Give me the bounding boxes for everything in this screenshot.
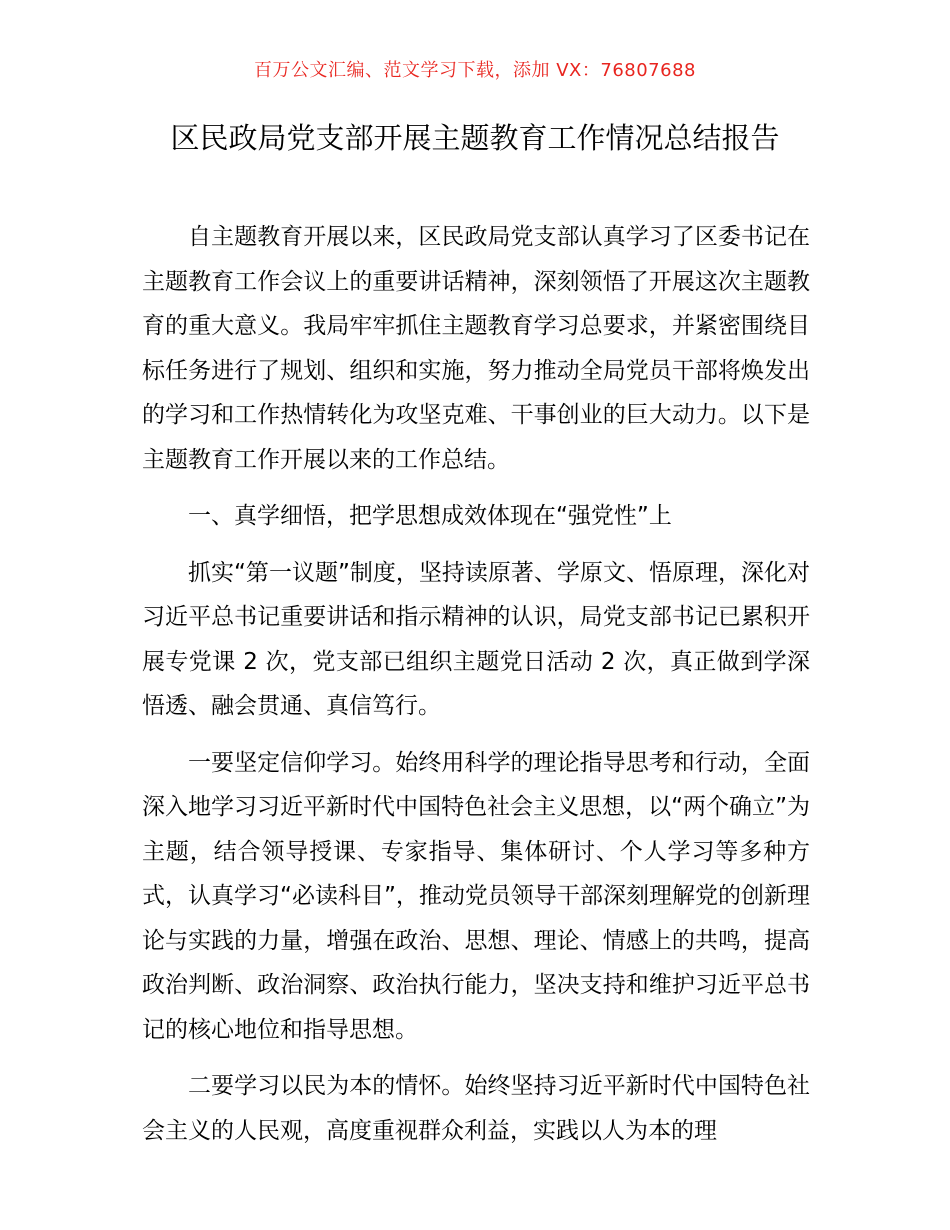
document-body bbox=[142, 215, 810, 1165]
document-title: 区民政局党支部开展主题教育工作情况总结报告 bbox=[170, 121, 780, 155]
promo-header: 百万公文汇编、范文学习下载，添加 VX：76807688 bbox=[254, 60, 696, 81]
paragraph-people-first: 二要学习以民为本的情怀。始终坚持习近平新时代中国特色社会主义的人民观，高度重视群众利益，实践以人为本的理 bbox=[142, 1073, 810, 1144]
paragraph-first-topic: 抓实“第一议题”制度，坚持读原著、学原文、悟原理，深化对习近平总书记重要讲话和指示精神的认识，局党支部书记已累积开展专党课 2 次，党支部已组织主题党日活动 2 次，真正做到学深悟透、融会贯通、真信笃行。 bbox=[142, 559, 810, 719]
paragraph-faith-study: 一要坚定信仰学习。始终用科学的理论指导思考和行动，全面深入地学习习近平新时代中国特色社会主义思想，以“两个确立”为主题，结合领导授课、专家指导、集体研讨、个人学习等多种方式，认真学习“必读科目”，推动党员领导干部深刻理解党的创新理论与实践的力量，增强在政治、思想、理论、情感上的共鸣，提高政治判断、政治洞察、政治执行能力，坚决支持和维护习近平总书记的核心地位和指导思想。 bbox=[142, 749, 810, 1043]
paragraph-intro: 自主题教育开展以来，区民政局党支部认真学习了区委书记在主题教育工作会议上的重要讲话精神，深刻领悟了开展这次主题教育的重大意义。我局牢牢抓住主题教育学习总要求，并紧密围绕目标任务进行了规划、组织和实施，努力推动全局党员干部将焕发出的学习和工作热情转化为攻坚克难、干事创业的巨大动力。以下是主题教育工作开展以来的工作总结。 bbox=[142, 224, 810, 473]
section-heading-1: 一、真学细悟，把学思想成效体现在“强党性”上 bbox=[188, 503, 672, 529]
